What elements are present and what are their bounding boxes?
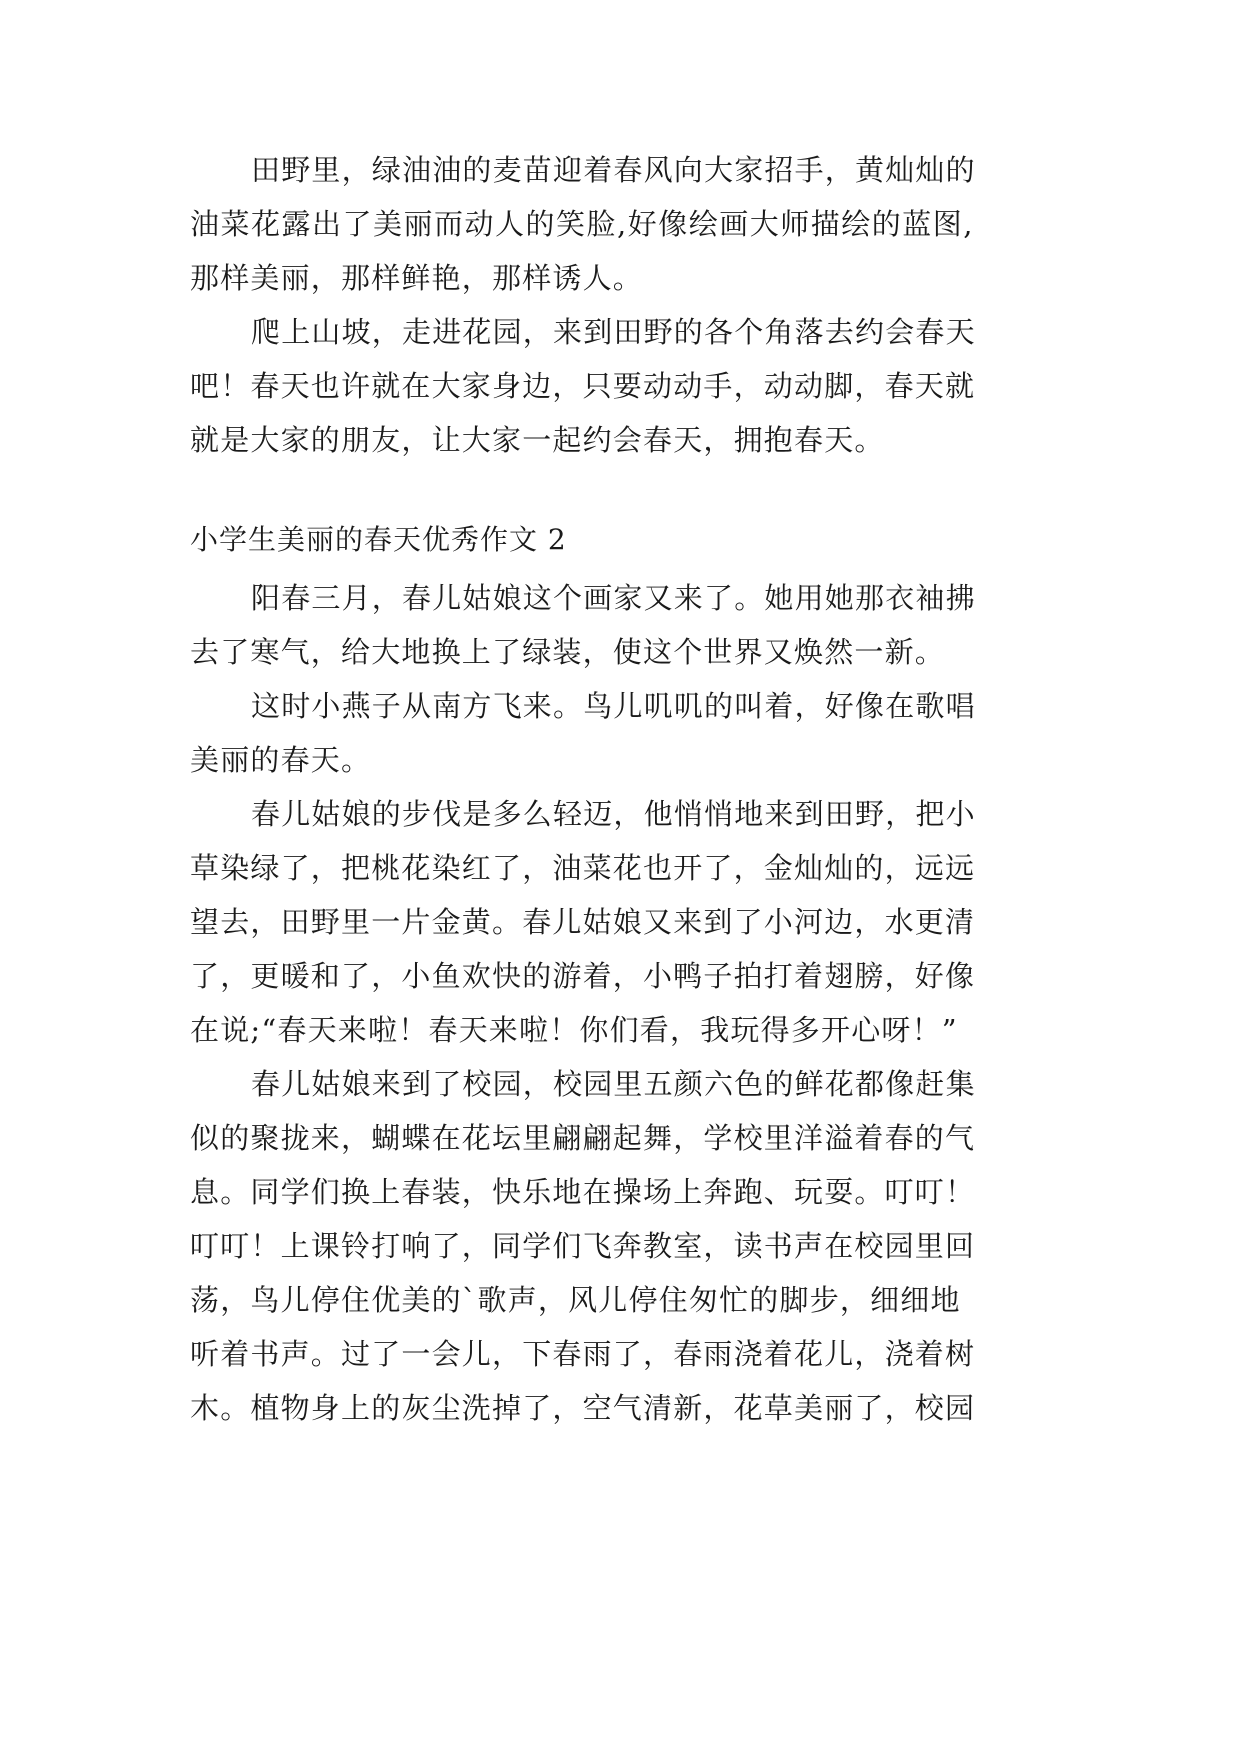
paragraph-line: 田野里，绿油油的麦苗迎着春风向大家招手，黄灿灿的 <box>251 153 976 187</box>
paragraph-line: 春儿姑娘的步伐是多么轻迈，他悄悄地来到田野，把小 <box>251 797 976 831</box>
paragraph-line: 望去，田野里一片金黄。春儿姑娘又来到了小河边，水更清 <box>190 905 976 939</box>
paragraph-line: 就是大家的朋友，让大家一起约会春天，拥抱春天。 <box>190 423 885 457</box>
paragraph-line: 春儿姑娘来到了校园，校园里五颜六色的鲜花都像赶集 <box>251 1067 976 1101</box>
paragraph-line: 油菜花露出了美丽而动人的笑脸,好像绘画大师描绘的蓝图, <box>190 207 974 241</box>
paragraph-line: 在说;“春天来啦！春天来啦！你们看，我玩得多开心呀！” <box>190 1013 958 1047</box>
paragraph-line: 吧！春天也许就在大家身边，只要动动手，动动脚，春天就 <box>190 369 976 403</box>
paragraph-line: 叮叮！上课铃打响了，同学们飞奔教室，读书声在校园里回 <box>190 1229 976 1263</box>
paragraph-line: 似的聚拢来，蝴蝶在花坛里翩翩起舞，学校里洋溢着春的气 <box>190 1121 976 1155</box>
paragraph-line: 那样美丽，那样鲜艳，那样诱人。 <box>190 261 644 295</box>
paragraph-line: 美丽的春天。 <box>190 743 372 777</box>
paragraph-line: 木。植物身上的灰尘洗掉了，空气清新，花草美丽了，校园 <box>190 1391 976 1425</box>
paragraph-line: 了，更暖和了，小鱼欢快的游着，小鸭子拍打着翅膀，好像 <box>190 959 976 993</box>
paragraph-line: 草染绿了，把桃花染红了，油菜花也开了，金灿灿的，远远 <box>190 851 976 885</box>
paragraph-line: 荡，鸟儿停住优美的`歌声，风儿停住匆忙的脚步，细细地 <box>190 1283 961 1317</box>
paragraph-line: 阳春三月，春儿姑娘这个画家又来了。她用她那衣袖拂 <box>251 581 976 615</box>
paragraph-line: 这时小燕子从南方飞来。鸟儿叽叽的叫着，好像在歌唱 <box>251 689 976 723</box>
paragraph-line: 听着书声。过了一会儿，下春雨了，春雨浇着花儿，浇着树 <box>190 1337 976 1371</box>
section-title: 小学生美丽的春天优秀作文 2 <box>190 523 567 556</box>
paragraph-line: 去了寒气，给大地换上了绿装，使这个世界又焕然一新。 <box>190 635 946 669</box>
paragraph-line: 息。同学们换上春装，快乐地在操场上奔跑、玩耍。叮叮！ <box>190 1175 976 1209</box>
paragraph-line: 爬上山坡，走进花园，来到田野的各个角落去约会春天 <box>251 315 976 349</box>
